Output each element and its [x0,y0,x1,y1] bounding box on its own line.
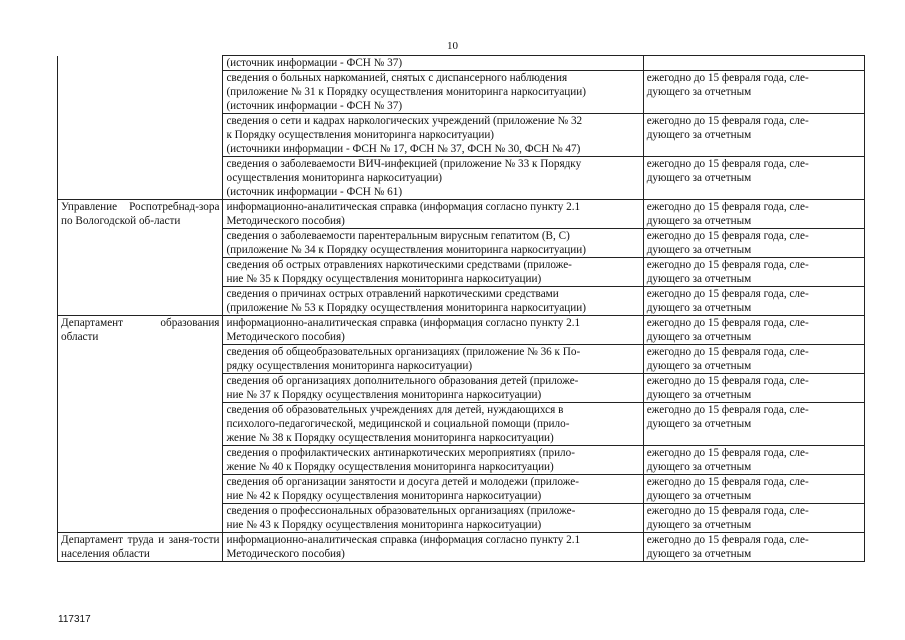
organization-cell: Департамент образования области [58,316,223,345]
deadline-line: ежегодно до 15 февраля года, сле- [646,158,809,170]
table-row [58,374,865,403]
deadline-line: ежегодно до 15 февраля года, сле- [646,404,809,416]
deadline-line: ежегодно до 15 февраля года, сле- [646,476,809,488]
deadline-line: ежегодно до 15 февраля года, сле- [646,72,809,84]
information-line: сведения о причинах острых отравлений наркотическими средствами [226,288,559,300]
information-line: сведения о профессиональных образовательных организациях (приложе- [226,505,576,517]
table-row [58,345,865,374]
deadline-line: ежегодно до 15 февраля года, сле- [646,534,809,546]
deadline-line: дующего за отчетным [646,331,752,343]
organization-cell [58,446,223,475]
monitoring-table [57,55,865,562]
information-line: ние № 42 к Порядку осуществления мониторинга наркоситуации) [226,490,542,502]
information-line: информационно-аналитическая справка (информация согласно пункту 2.1 [226,534,581,546]
information-line: Методического пособия) [226,548,345,560]
deadline-line: ежегодно до 15 февраля года, сле- [646,447,809,459]
information-line: сведения о заболеваемости парентеральным вирусным гепатитом (В, С) [226,230,570,242]
table-row [58,504,865,533]
information-line: жение № 38 к Порядку осуществления мониторинга наркоситуации) [226,432,554,444]
organization-cell [58,345,223,374]
deadline-line: дующего за отчетным [646,389,752,401]
deadline-line: ежегодно до 15 февраля года, сле- [646,317,809,329]
deadline-line: дующего за отчетным [646,273,752,285]
deadline-cell [643,114,864,157]
information-line: сведения о сети и кадрах наркологических учреждений (приложение № 32 [226,115,583,127]
table-row [58,316,865,345]
organization-cell [58,475,223,504]
information-line: (источник информации - ФСН № 37) [226,100,403,112]
deadline-cell [643,374,864,403]
table-row [58,446,865,475]
information-line: (приложение № 34 к Порядку осуществления мониторинга наркоситуации) [226,244,586,256]
deadline-line: ежегодно до 15 февраля года, сле- [646,375,809,387]
information-line: сведения о заболеваемости ВИЧ-инфекцией (приложение № 33 к Порядку [226,158,582,170]
page-number: 10 [447,40,458,52]
deadline-line: дующего за отчетным [646,172,752,184]
organization-cell [58,374,223,403]
deadline-line: ежегодно до 15 февраля года, сле- [646,346,809,358]
information-cell [223,475,643,504]
deadline-line: ежегодно до 15 февраля года, сле- [646,259,809,271]
deadline-cell [643,157,864,200]
information-line: жение № 40 к Порядку осуществления мониторинга наркоситуации) [226,461,554,473]
information-line: (приложение № 31 к Порядку осуществления мониторинга наркоситуации) [226,86,586,98]
table-row [58,229,865,258]
deadline-line: дующего за отчетным [646,548,752,560]
information-line: информационно-аналитическая справка (информация согласно пункту 2.1 [226,317,581,329]
information-line: ние № 35 к Порядку осуществления мониторинга наркоситуации) [226,273,542,285]
deadline-cell [643,533,864,562]
deadline-cell [643,475,864,504]
information-cell [223,157,643,200]
deadline-line: ежегодно до 15 февраля года, сле- [646,505,809,517]
deadline-line: дующего за отчетным [646,519,752,531]
document-code: 117317 [58,614,91,625]
deadline-line: ежегодно до 15 февраля года, сле- [646,230,809,242]
organization-cell [58,71,223,114]
table-row [58,71,865,114]
deadline-cell [643,316,864,345]
deadline-line: дующего за отчетным [646,129,752,141]
deadline-line: дующего за отчетным [646,215,752,227]
deadline-cell [643,403,864,446]
information-line: к Порядку осуществления мониторинга наркоситуации) [226,129,495,141]
information-line: сведения об образовательных учреждениях для детей, нуждающихся в [226,404,564,416]
information-line: рядку осуществления мониторинга наркоситуации) [226,360,473,372]
organization-cell [58,157,223,200]
information-cell [223,504,643,533]
information-line: (источники информации - ФСН № 17, ФСН № 37, ФСН № 30, ФСН № 47) [226,143,581,155]
organization-cell [58,287,223,316]
deadline-cell [643,229,864,258]
deadline-cell [643,345,864,374]
deadline-line: дующего за отчетным [646,490,752,502]
deadline-cell [643,504,864,533]
information-line: сведения об острых отравлениях наркотическими средствами (приложе- [226,259,572,271]
deadline-line: ежегодно до 15 февраля года, сле- [646,115,809,127]
information-cell [223,374,643,403]
information-cell [223,229,643,258]
deadline-cell [643,287,864,316]
deadline-cell [643,446,864,475]
information-line: (приложение № 53 к Порядку осуществления мониторинга наркоситуации) [226,302,586,314]
organization-cell [58,114,223,157]
table-row [58,114,865,157]
information-cell [223,56,643,71]
information-line: сведения об организациях дополнительного образования детей (приложе- [226,375,579,387]
deadline-cell [643,71,864,114]
deadline-cell [643,200,864,229]
organization-cell [58,403,223,446]
deadline-line: дующего за отчетным [646,418,752,430]
organization-cell [58,504,223,533]
organization-cell [58,56,223,71]
deadline-line: дующего за отчетным [646,360,752,372]
information-cell [223,446,643,475]
deadline-line: дующего за отчетным [646,86,752,98]
information-line: осуществления мониторинга наркоситуации) [226,172,443,184]
organization-cell [58,258,223,287]
information-cell [223,114,643,157]
information-line: сведения об общеобразовательных организациях (приложение № 36 к По- [226,346,581,358]
table-row [58,475,865,504]
information-cell [223,287,643,316]
deadline-cell [643,258,864,287]
organization-cell: Управление Роспотребнад-зора по Вологодской об-ласти [58,200,223,229]
organization-cell [58,229,223,258]
information-cell [223,533,643,562]
table-row [58,403,865,446]
table-row [58,200,865,229]
information-cell [223,403,643,446]
deadline-line: ежегодно до 15 февраля года, сле- [646,201,809,213]
information-line: ние № 37 к Порядку осуществления мониторинга наркоситуации) [226,389,542,401]
information-cell [223,258,643,287]
information-cell [223,200,643,229]
information-cell [223,345,643,374]
organization-cell: Департамент труда и заня-тости населения области [58,533,223,562]
information-cell [223,316,643,345]
deadline-cell [643,56,864,71]
table-row [58,157,865,200]
information-line: ние № 43 к Порядку осуществления мониторинга наркоситуации) [226,519,542,531]
information-line: сведения о больных наркоманией, снятых с диспансерного наблюдения [226,72,568,84]
information-line: (источник информации - ФСН № 61) [226,186,403,198]
table-row [58,287,865,316]
deadline-line: ежегодно до 15 февраля года, сле- [646,288,809,300]
information-line: психолого-педагогической, медицинской и социальной помощи (прило- [226,418,570,430]
information-line: информационно-аналитическая справка (информация согласно пункту 2.1 [226,201,581,213]
table-row [58,533,865,562]
deadline-line: дующего за отчетным [646,461,752,473]
information-line: (источник информации - ФСН № 37) [226,57,403,69]
information-line: сведения о профилактических антинаркотических мероприятиях (прило- [226,447,575,459]
information-line: Методического пособия) [226,331,345,343]
information-line: Методического пособия) [226,215,345,227]
table-row [58,258,865,287]
deadline-line: дующего за отчетным [646,244,752,256]
table-row [58,56,865,71]
deadline-line: дующего за отчетным [646,302,752,314]
information-cell [223,71,643,114]
information-line: сведения об организации занятости и досуга детей и молодежи (приложе- [226,476,579,488]
